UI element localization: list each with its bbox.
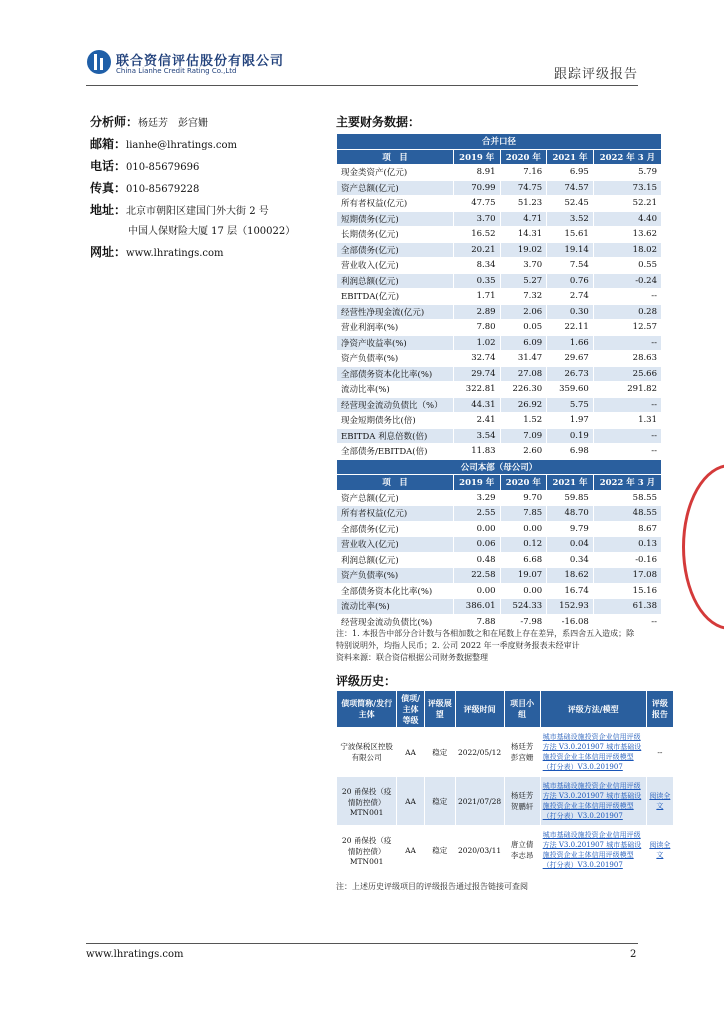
- cell-value: 52.45: [547, 196, 594, 212]
- cell-value: 152.93: [547, 599, 594, 615]
- row-label: 营业收入(亿元): [337, 258, 454, 274]
- cell-value: 0.06: [453, 537, 500, 553]
- table-row: [337, 568, 662, 584]
- cell-value: 11.83: [453, 444, 500, 460]
- cell-value: -0.24: [593, 273, 661, 289]
- analyst-label: 分析师：: [90, 115, 139, 129]
- rating-history-table: [336, 690, 674, 875]
- table-column-header: [337, 691, 674, 728]
- cell-value: 8.34: [453, 258, 500, 274]
- group-title: 公司本部（母公司）: [337, 459, 662, 475]
- table-row: [337, 413, 662, 429]
- table-row: [337, 304, 662, 320]
- cell-value: 3.70: [500, 258, 547, 274]
- row-label: 经营现金流动负债比（%）: [337, 397, 454, 413]
- cell-value: 5.75: [547, 397, 594, 413]
- cell-value: 9.70: [500, 490, 547, 506]
- cell-value: 4.40: [593, 211, 661, 227]
- cell-value: 18.02: [593, 242, 661, 258]
- column-header: 评级报告: [646, 691, 673, 728]
- read-report-link[interactable]: 阅读全文: [649, 792, 671, 810]
- cell-value: 6.09: [500, 335, 547, 351]
- phone-label: 电话：: [90, 159, 127, 173]
- row-label: 利润总额(亿元): [337, 273, 454, 289]
- method-cell: [540, 777, 646, 826]
- row-label: 利润总额(亿元): [337, 552, 454, 568]
- row-label: 资产负债率(%): [337, 351, 454, 367]
- cell-value: 8.67: [593, 521, 661, 537]
- table-column-header: [337, 475, 662, 491]
- issuer-cell: 20 甬保投（疫情防控债）MTN001: [337, 826, 397, 875]
- table-row: [337, 227, 662, 243]
- cell-value: 70.99: [453, 180, 500, 196]
- cell-value: 15.61: [547, 227, 594, 243]
- cell-value: 7.85: [500, 506, 547, 522]
- cell-value: 7.54: [547, 258, 594, 274]
- date-cell: 2022/05/12: [455, 728, 504, 777]
- cell-value: 61.38: [593, 599, 661, 615]
- read-report-link[interactable]: 阅读全文: [649, 841, 671, 859]
- table-row: [337, 320, 662, 336]
- table-row: [337, 552, 662, 568]
- cell-value: 4.71: [500, 211, 547, 227]
- table-row: [337, 289, 662, 305]
- cell-value: 0.30: [547, 304, 594, 320]
- cell-value: 0.00: [500, 521, 547, 537]
- table-group-header: [337, 459, 662, 475]
- row-label: 全部债务(亿元): [337, 242, 454, 258]
- cell-value: 0.48: [453, 552, 500, 568]
- table-row: [337, 397, 662, 413]
- team-cell: 杨廷芳 贺鹏轩: [504, 777, 540, 826]
- cell-value: 0.00: [453, 521, 500, 537]
- email-label: 邮箱：: [90, 137, 127, 151]
- column-header: 2021 年: [547, 149, 594, 165]
- cell-value: 1.52: [500, 413, 547, 429]
- column-header: 债项/主体等级: [397, 691, 425, 728]
- row-label: 长期债务(亿元): [337, 227, 454, 243]
- financials-title: 主要财务数据：: [336, 115, 421, 129]
- footer-url: www.lhratings.com: [86, 949, 184, 960]
- cell-value: 20.21: [453, 242, 500, 258]
- history-note: 注：上述历史评级项目的评级报告通过报告链接可查阅: [336, 882, 528, 891]
- cell-value: 7.09: [500, 428, 547, 444]
- note-line: 注：1. 本报告中部分合计数与各相加数之和在尾数上存在差异，系四舍五入造成；除: [336, 629, 635, 638]
- cell-value: 0.00: [500, 583, 547, 599]
- table-row: [337, 826, 674, 875]
- method-link[interactable]: 城市基础设施投资企业信用评级方法 V3.0.201907 城市基础设施投资企业主体信用评级模型（打分表）V3.0.201907: [542, 782, 642, 820]
- table-row: [337, 537, 662, 553]
- row-label: 经营现金流动负债比(%): [337, 614, 454, 630]
- seal-stamp: [682, 464, 724, 630]
- column-header: 2020 年: [500, 149, 547, 165]
- table-row: [337, 583, 662, 599]
- row-label: 现金类资产(亿元): [337, 165, 454, 181]
- cell-value: 1.02: [453, 335, 500, 351]
- table-row: [337, 165, 662, 181]
- date-cell: 2020/03/11: [455, 826, 504, 875]
- table-row: [337, 242, 662, 258]
- column-header: 评级方法/模型: [540, 691, 646, 728]
- cell-value: 0.04: [547, 537, 594, 553]
- row-label: 流动比率(%): [337, 599, 454, 615]
- column-header: 项 目: [337, 475, 454, 491]
- row-label: 资产总额(亿元): [337, 490, 454, 506]
- cell-value: 359.60: [547, 382, 594, 398]
- cell-value: 28.63: [593, 351, 661, 367]
- cell-value: 3.29: [453, 490, 500, 506]
- history-title: 评级历史：: [336, 674, 397, 688]
- row-label: 资产负债率(%): [337, 568, 454, 584]
- method-link[interactable]: 城市基础设施投资企业信用评级方法 V3.0.201907 城市基础设施投资企业主体信用评级模型（打分表）V3.0.201907: [542, 733, 642, 771]
- method-cell: [540, 826, 646, 875]
- method-link[interactable]: 城市基础设施投资企业信用评级方法 V3.0.201907 城市基础设施投资企业主体信用评级模型（打分表）V3.0.201907: [542, 831, 642, 869]
- row-label: 全部债务(亿元): [337, 521, 454, 537]
- group-title: 合并口径: [337, 134, 662, 150]
- method-cell: [540, 728, 646, 777]
- column-header: 项 目: [337, 149, 454, 165]
- cell-value: 6.98: [547, 444, 594, 460]
- company-name-cn: 联合资信评估股份有限公司: [116, 54, 285, 69]
- cell-value: 27.08: [500, 366, 547, 382]
- cell-value: 59.85: [547, 490, 594, 506]
- row-label: 全部债务/EBITDA(倍): [337, 444, 454, 460]
- row-label: 营业利润率(%): [337, 320, 454, 336]
- cell-value: 0.55: [593, 258, 661, 274]
- table-row: [337, 351, 662, 367]
- cell-value: 2.41: [453, 413, 500, 429]
- cell-value: 44.31: [453, 397, 500, 413]
- table-row: [337, 382, 662, 398]
- cell-value: 25.66: [593, 366, 661, 382]
- cell-value: 0.19: [547, 428, 594, 444]
- row-label: 资产总额(亿元): [337, 180, 454, 196]
- column-header: 2019 年: [453, 475, 500, 491]
- cell-value: 3.54: [453, 428, 500, 444]
- cell-value: 19.07: [500, 568, 547, 584]
- report-cell: [646, 777, 673, 826]
- column-header: 评级时间: [455, 691, 504, 728]
- cell-value: 48.70: [547, 506, 594, 522]
- cell-value: 73.15: [593, 180, 661, 196]
- cell-value: 17.08: [593, 568, 661, 584]
- web-value: www.lhratings.com: [126, 248, 224, 259]
- cell-value: 15.16: [593, 583, 661, 599]
- table-row: [337, 444, 662, 460]
- report-placeholder: --: [657, 747, 663, 757]
- team-cell: 杨廷芳 彭宫姗: [504, 728, 540, 777]
- grade-cell: AA: [397, 728, 425, 777]
- cell-value: 0.28: [593, 304, 661, 320]
- cell-value: --: [593, 428, 661, 444]
- cell-value: 7.16: [500, 165, 547, 181]
- address-line1: 北京市朝阳区建国门外大街 2 号: [126, 206, 269, 217]
- row-label: EBITDA(亿元): [337, 289, 454, 305]
- cell-value: 51.23: [500, 196, 547, 212]
- cell-value: --: [593, 397, 661, 413]
- company-logo-icon: [87, 50, 111, 74]
- page-number: 2: [630, 949, 637, 960]
- cell-value: 19.02: [500, 242, 547, 258]
- column-header: 2022 年 3 月: [593, 149, 661, 165]
- cell-value: 5.27: [500, 273, 547, 289]
- cell-value: 0.76: [547, 273, 594, 289]
- note-line: 特别说明外，均指人民币；2. 公司 2022 年一季度财务报表未经审计: [336, 641, 580, 650]
- table-row: [337, 428, 662, 444]
- table-row: [337, 506, 662, 522]
- cell-value: 7.88: [453, 614, 500, 630]
- financial-note: [336, 628, 666, 664]
- cell-value: --: [593, 614, 661, 630]
- cell-value: 16.74: [547, 583, 594, 599]
- column-header: 债项简称/发行主体: [337, 691, 397, 728]
- row-label: 全部债务资本化比率(%): [337, 583, 454, 599]
- fax-label: 传真：: [90, 181, 127, 195]
- cell-value: 3.70: [453, 211, 500, 227]
- cell-value: 6.68: [500, 552, 547, 568]
- cell-value: 0.00: [453, 583, 500, 599]
- column-header: 项目小组: [504, 691, 540, 728]
- report-cell: [646, 728, 673, 777]
- table-row: [337, 728, 674, 777]
- cell-value: -16.08: [547, 614, 594, 630]
- company-name-en: China Lianhe Credit Rating Co.,Ltd: [116, 67, 237, 75]
- issuer-cell: 宁波保税区控股有限公司: [337, 728, 397, 777]
- table-row: [337, 180, 662, 196]
- cell-value: 2.60: [500, 444, 547, 460]
- email-value: lianhe@lhratings.com: [126, 140, 238, 151]
- team-cell: 唐立倩 李志昂: [504, 826, 540, 875]
- address-line2: 中国人保财险大厦 17 层（100022）: [128, 226, 296, 237]
- row-label: 所有者权益(亿元): [337, 196, 454, 212]
- date-cell: 2021/07/28: [455, 777, 504, 826]
- cell-value: 0.13: [593, 537, 661, 553]
- table-row: [337, 273, 662, 289]
- column-header: 2022 年 3 月: [593, 475, 661, 491]
- cell-value: -0.16: [593, 552, 661, 568]
- outlook-cell: 稳定: [424, 728, 455, 777]
- financial-table: [336, 133, 662, 630]
- contact-block: [90, 112, 320, 264]
- report-cell: [646, 826, 673, 875]
- cell-value: 29.74: [453, 366, 500, 382]
- footer-divider: [86, 943, 638, 944]
- table-group-header: [337, 134, 662, 150]
- cell-value: 7.80: [453, 320, 500, 336]
- row-label: 流动比率(%): [337, 382, 454, 398]
- cell-value: 0.35: [453, 273, 500, 289]
- row-label: 全部债务资本化比率(%): [337, 366, 454, 382]
- table-row: [337, 490, 662, 506]
- phone-value: 010-85679696: [126, 162, 200, 173]
- outlook-cell: 稳定: [424, 777, 455, 826]
- cell-value: 29.67: [547, 351, 594, 367]
- cell-value: 32.74: [453, 351, 500, 367]
- cell-value: 1.66: [547, 335, 594, 351]
- cell-value: 2.89: [453, 304, 500, 320]
- cell-value: 2.74: [547, 289, 594, 305]
- cell-value: 1.97: [547, 413, 594, 429]
- cell-value: 14.31: [500, 227, 547, 243]
- cell-value: 0.34: [547, 552, 594, 568]
- cell-value: 322.81: [453, 382, 500, 398]
- cell-value: 7.32: [500, 289, 547, 305]
- row-label: 净资产收益率(%): [337, 335, 454, 351]
- source-line: 资料来源：联合资信根据公司财务数据整理: [336, 653, 488, 662]
- row-label: EBITDA 利息倍数(倍): [337, 428, 454, 444]
- cell-value: 291.82: [593, 382, 661, 398]
- cell-value: 26.92: [500, 397, 547, 413]
- cell-value: 524.33: [500, 599, 547, 615]
- cell-value: --: [593, 335, 661, 351]
- address-label: 地址：: [90, 203, 127, 217]
- cell-value: 8.91: [453, 165, 500, 181]
- column-header: 2019 年: [453, 149, 500, 165]
- row-label: 经营性净现金流(亿元): [337, 304, 454, 320]
- table-row: [337, 521, 662, 537]
- cell-value: 47.75: [453, 196, 500, 212]
- report-type-title: 跟踪评级报告: [553, 67, 638, 82]
- cell-value: --: [593, 289, 661, 305]
- cell-value: 1.71: [453, 289, 500, 305]
- cell-value: 2.06: [500, 304, 547, 320]
- table-row: [337, 211, 662, 227]
- cell-value: 22.58: [453, 568, 500, 584]
- web-label: 网址：: [90, 245, 127, 259]
- cell-value: 18.62: [547, 568, 594, 584]
- cell-value: 58.55: [593, 490, 661, 506]
- outlook-cell: 稳定: [424, 826, 455, 875]
- row-label: 短期债务(亿元): [337, 211, 454, 227]
- table-row: [337, 258, 662, 274]
- cell-value: 2.55: [453, 506, 500, 522]
- grade-cell: AA: [397, 826, 425, 875]
- cell-value: 52.21: [593, 196, 661, 212]
- issuer-cell: 20 甬保投（疫情防控债）MTN001: [337, 777, 397, 826]
- cell-value: 0.05: [500, 320, 547, 336]
- column-header: 2020 年: [500, 475, 547, 491]
- table-row: [337, 196, 662, 212]
- cell-value: 74.75: [500, 180, 547, 196]
- cell-value: 16.52: [453, 227, 500, 243]
- table-row: [337, 599, 662, 615]
- cell-value: 31.47: [500, 351, 547, 367]
- cell-value: 9.79: [547, 521, 594, 537]
- column-header: 2021 年: [547, 475, 594, 491]
- row-label: 所有者权益(亿元): [337, 506, 454, 522]
- header-divider: [86, 85, 638, 86]
- cell-value: 13.62: [593, 227, 661, 243]
- cell-value: 386.01: [453, 599, 500, 615]
- cell-value: 19.14: [547, 242, 594, 258]
- cell-value: 74.57: [547, 180, 594, 196]
- column-header: 评级展望: [424, 691, 455, 728]
- cell-value: 1.31: [593, 413, 661, 429]
- cell-value: 226.30: [500, 382, 547, 398]
- fax-value: 010-85679228: [126, 184, 200, 195]
- cell-value: 48.55: [593, 506, 661, 522]
- grade-cell: AA: [397, 777, 425, 826]
- table-row: [337, 335, 662, 351]
- cell-value: -7.98: [500, 614, 547, 630]
- cell-value: 26.73: [547, 366, 594, 382]
- cell-value: 5.79: [593, 165, 661, 181]
- row-label: 营业收入(亿元): [337, 537, 454, 553]
- row-label: 现金短期债务比(倍): [337, 413, 454, 429]
- table-row: [337, 777, 674, 826]
- cell-value: 0.12: [500, 537, 547, 553]
- table-row: [337, 366, 662, 382]
- table-column-header: [337, 149, 662, 165]
- cell-value: 12.57: [593, 320, 661, 336]
- cell-value: 22.11: [547, 320, 594, 336]
- cell-value: 6.95: [547, 165, 594, 181]
- cell-value: --: [593, 444, 661, 460]
- cell-value: 3.52: [547, 211, 594, 227]
- analyst-value: 杨廷芳 彭宫姗: [138, 118, 209, 129]
